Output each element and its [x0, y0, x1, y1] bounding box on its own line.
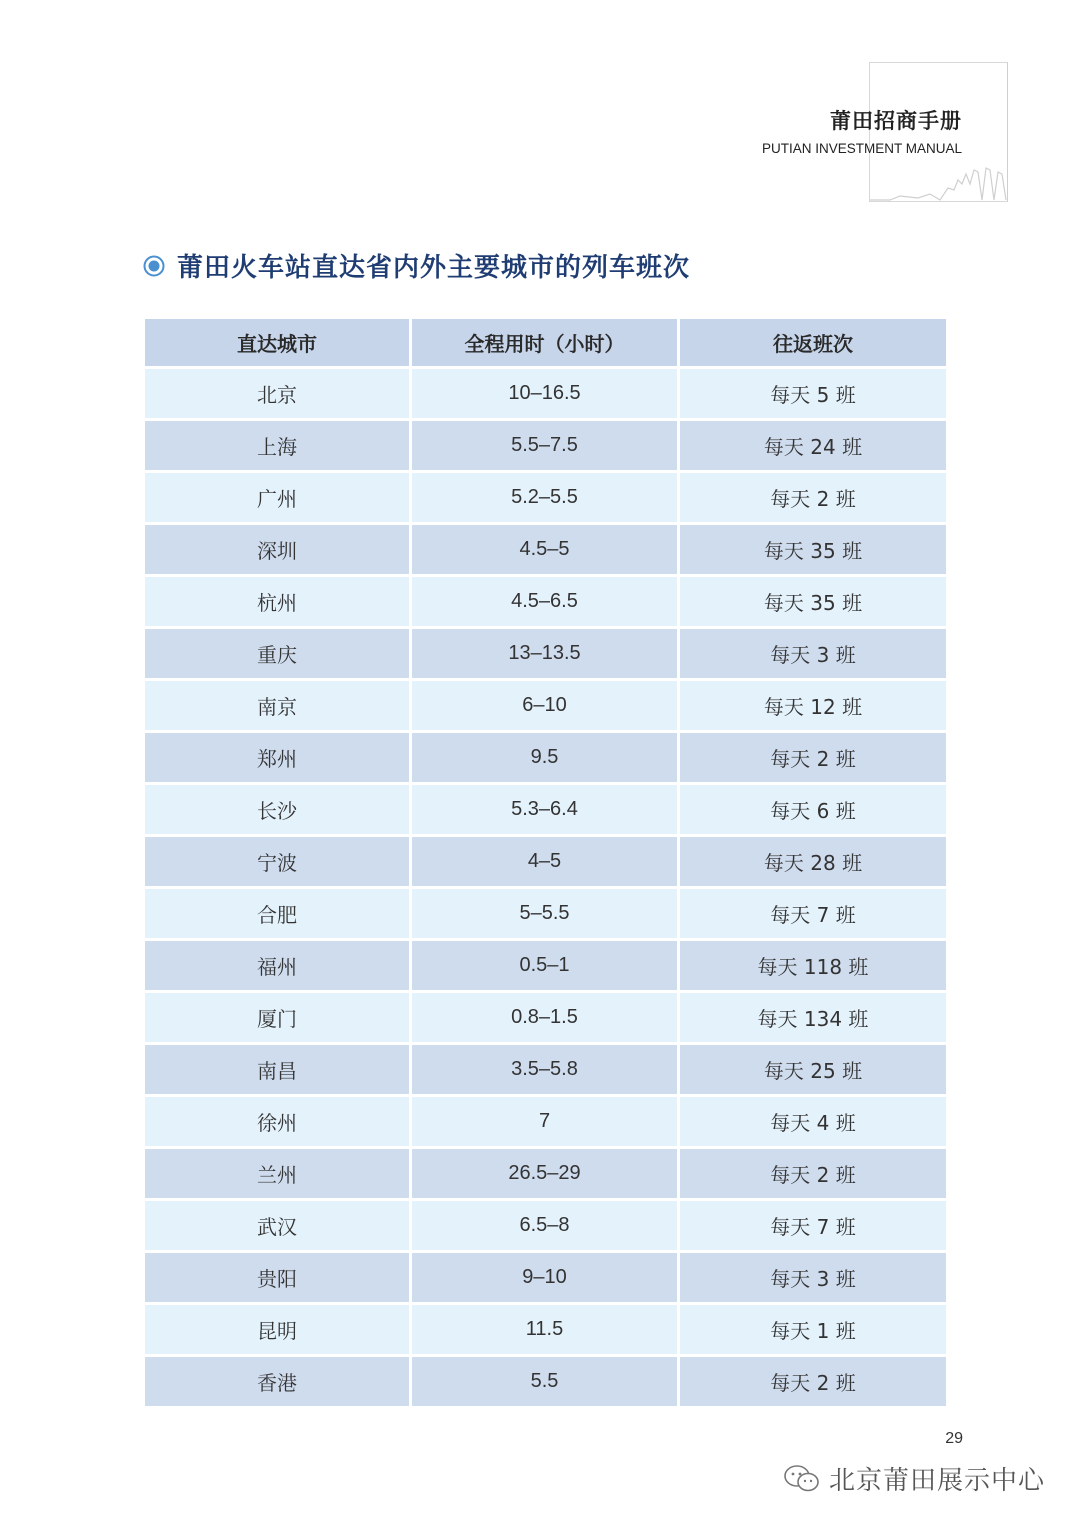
- cell-duration: 0.5–1: [412, 941, 680, 993]
- cell-duration: 26.5–29: [412, 1149, 680, 1201]
- cell-duration: 5.2–5.5: [412, 473, 680, 525]
- cell-duration: 0.8–1.5: [412, 993, 680, 1045]
- cell-city: 广州: [145, 473, 412, 525]
- cell-duration: 4.5–5: [412, 525, 680, 577]
- table-row: [145, 421, 946, 473]
- column-header-duration: 全程用时（小时）: [412, 319, 680, 369]
- table-row: [145, 1305, 946, 1357]
- table-row: [145, 1045, 946, 1097]
- manual-title: 莆田招商手册: [830, 109, 962, 133]
- cell-city: 徐州: [145, 1097, 412, 1149]
- table-row: [145, 733, 946, 785]
- table-row: [145, 941, 946, 993]
- cell-frequency: 每天 7 班: [680, 1201, 946, 1253]
- cell-city: 宁波: [145, 837, 412, 889]
- table-row: [145, 1201, 946, 1253]
- column-header-frequency: 往返班次: [680, 319, 946, 369]
- cell-city: 武汉: [145, 1201, 412, 1253]
- cell-frequency: 每天 35 班: [680, 577, 946, 629]
- cell-frequency: 每天 5 班: [680, 369, 946, 421]
- cell-frequency: 每天 28 班: [680, 837, 946, 889]
- manual-subtitle: PUTIAN INVESTMENT MANUAL: [761, 141, 962, 156]
- cell-duration: 3.5–5.8: [412, 1045, 680, 1097]
- table-row: [145, 629, 946, 681]
- table-row: [145, 1097, 946, 1149]
- table-row: [145, 525, 946, 577]
- table-row: [145, 1357, 946, 1406]
- cell-city: 杭州: [145, 577, 412, 629]
- cell-duration: 5.3–6.4: [412, 785, 680, 837]
- page-number: 29: [945, 1430, 963, 1447]
- cell-city: 长沙: [145, 785, 412, 837]
- cell-frequency: 每天 2 班: [680, 1149, 946, 1201]
- target-bullet-icon: [143, 255, 165, 277]
- section-title: 莆田火车站直达省内外主要城市的列车班次: [177, 253, 691, 283]
- skyline-icon: [870, 160, 1010, 204]
- cell-city: 北京: [145, 369, 412, 421]
- table-row: [145, 681, 946, 733]
- table-row: [145, 889, 946, 941]
- cell-city: 贵阳: [145, 1253, 412, 1305]
- cell-frequency: 每天 3 班: [680, 1253, 946, 1305]
- train-schedule-table: [145, 319, 946, 1406]
- cell-duration: 9.5: [412, 733, 680, 785]
- cell-frequency: 每天 25 班: [680, 1045, 946, 1097]
- cell-frequency: 每天 134 班: [680, 993, 946, 1045]
- table-row: [145, 473, 946, 525]
- cell-frequency: 每天 4 班: [680, 1097, 946, 1149]
- cell-city: 南京: [145, 681, 412, 733]
- table-header-row: [145, 319, 946, 369]
- cell-duration: 4–5: [412, 837, 680, 889]
- cell-duration: 5.5: [412, 1357, 680, 1406]
- cell-duration: 4.5–6.5: [412, 577, 680, 629]
- cell-frequency: 每天 2 班: [680, 1357, 946, 1406]
- table-row: [145, 1253, 946, 1305]
- cell-frequency: 每天 118 班: [680, 941, 946, 993]
- cell-frequency: 每天 6 班: [680, 785, 946, 837]
- cell-frequency: 每天 12 班: [680, 681, 946, 733]
- cell-frequency: 每天 24 班: [680, 421, 946, 473]
- cell-frequency: 每天 2 班: [680, 733, 946, 785]
- cell-city: 兰州: [145, 1149, 412, 1201]
- table-row: [145, 1149, 946, 1201]
- cell-frequency: 每天 1 班: [680, 1305, 946, 1357]
- cell-city: 厦门: [145, 993, 412, 1045]
- cell-city: 福州: [145, 941, 412, 993]
- table-row: [145, 837, 946, 889]
- cell-duration: 9–10: [412, 1253, 680, 1305]
- cell-city: 郑州: [145, 733, 412, 785]
- section-heading: [143, 247, 690, 284]
- cell-duration: 5.5–7.5: [412, 421, 680, 473]
- cell-city: 深圳: [145, 525, 412, 577]
- cell-city: 南昌: [145, 1045, 412, 1097]
- cell-duration: 11.5: [412, 1305, 680, 1357]
- cell-duration: 6–10: [412, 681, 680, 733]
- table-row: [145, 577, 946, 629]
- cell-city: 香港: [145, 1357, 412, 1406]
- cell-frequency: 每天 2 班: [680, 473, 946, 525]
- column-header-city: 直达城市: [145, 319, 412, 369]
- cell-city: 上海: [145, 421, 412, 473]
- cell-frequency: 每天 7 班: [680, 889, 946, 941]
- cell-city: 合肥: [145, 889, 412, 941]
- cell-frequency: 每天 3 班: [680, 629, 946, 681]
- cell-frequency: 每天 35 班: [680, 525, 946, 577]
- cell-duration: 7: [412, 1097, 680, 1149]
- table-row: [145, 993, 946, 1045]
- watermark: [783, 1460, 1045, 1497]
- cell-duration: 5–5.5: [412, 889, 680, 941]
- cell-duration: 10–16.5: [412, 369, 680, 421]
- cell-city: 重庆: [145, 629, 412, 681]
- cell-duration: 6.5–8: [412, 1201, 680, 1253]
- cell-duration: 13–13.5: [412, 629, 680, 681]
- cell-city: 昆明: [145, 1305, 412, 1357]
- table-row: [145, 785, 946, 837]
- wechat-icon: [783, 1464, 821, 1494]
- table-row: [145, 369, 946, 421]
- watermark-text: 北京莆田展示中心: [828, 1466, 1045, 1496]
